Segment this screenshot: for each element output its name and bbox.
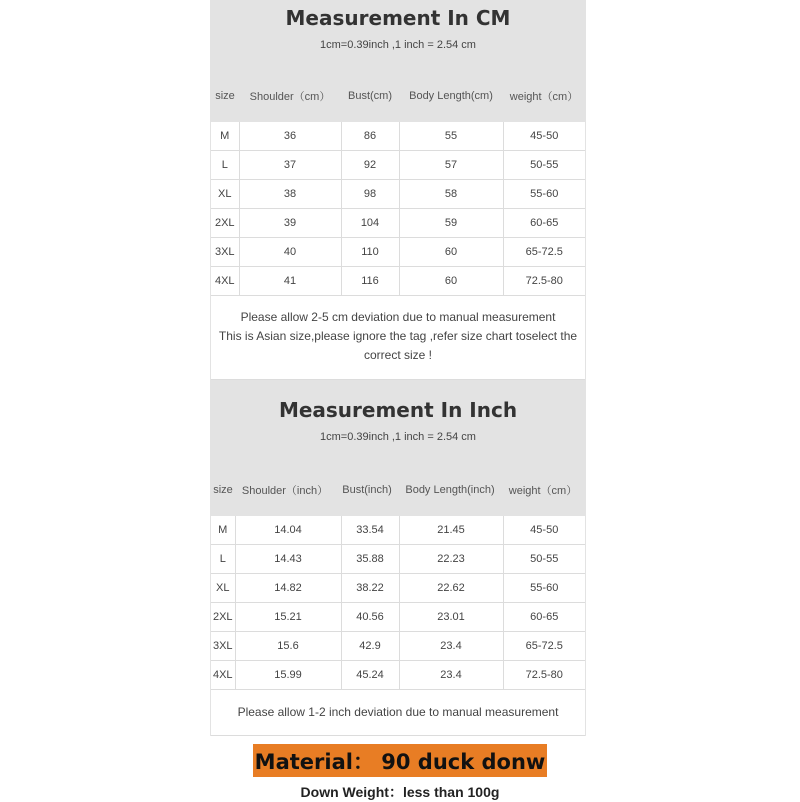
column-header: Shoulder（cm） [249,91,331,103]
table-row [211,516,585,545]
table-cell: 50-55 [503,151,585,180]
table-cell: 33.54 [341,516,399,545]
table-cell: 3XL [211,632,235,661]
table-cell: 22.62 [399,574,503,603]
table-cell: 50-55 [503,545,585,574]
note-line: correct size ! [363,348,432,362]
table-cell: 86 [341,122,399,151]
table-row [211,661,585,690]
table-cell: 72.5-80 [503,661,585,690]
table-cell: 40.56 [341,603,399,632]
table-cell: M [211,516,235,545]
inch-conversion-note: 1cm=0.39inch ,1 inch = 2.54 cm [320,431,476,443]
table-cell: 14.43 [235,545,341,574]
table-cell: 65-72.5 [503,632,585,661]
table-row [211,238,585,267]
inch-deviation-note [211,690,585,736]
table-cell: XL [211,180,239,209]
table-cell: 23.01 [399,603,503,632]
table-cell: L [211,545,235,574]
table-cell: 58 [399,180,503,209]
table-cell: 38.22 [341,574,399,603]
table-cell: 116 [341,267,399,296]
table-cell: 110 [341,238,399,267]
table-cell: 92 [341,151,399,180]
table-row [211,545,585,574]
table-cell: L [211,151,239,180]
table-cell: 22.23 [399,545,503,574]
table-cell: 55-60 [503,180,585,209]
table-row [211,180,585,209]
table-row [211,151,585,180]
table-cell: XL [211,574,235,603]
table-cell: 60 [399,267,503,296]
table-cell: 60-65 [503,603,585,632]
column-header: Shoulder（inch） [241,485,329,497]
table-row [211,603,585,632]
table-row [211,209,585,238]
table-cell: 21.45 [399,516,503,545]
table-cell: 65-72.5 [503,238,585,267]
material-banner [0,744,800,777]
table-cell: 55-60 [503,574,585,603]
table-row [211,267,585,296]
table-row [211,122,585,151]
table-cell: 45.24 [341,661,399,690]
table-cell: 72.5-80 [503,267,585,296]
cm-title: Measurement In CM [285,6,511,30]
inch-title: Measurement In Inch [278,398,518,422]
inch-column-headers [211,482,585,498]
size-chart [210,0,586,736]
table-cell: 39 [239,209,341,238]
table-cell: 14.04 [235,516,341,545]
table-cell: 40 [239,238,341,267]
table-cell: 23.4 [399,661,503,690]
table-cell: 41 [239,267,341,296]
table-cell: 45-50 [503,122,585,151]
note-line: This is Asian size,please ignore the tag ,refer size chart toselect the [218,329,578,343]
table-cell: 35.88 [341,545,399,574]
material-label: Material： 90 duck donw [253,744,548,777]
table-cell: 59 [399,209,503,238]
table-cell: 45-50 [503,516,585,545]
note-line: Please allow 1-2 inch deviation due to manual measurement [237,705,559,719]
table-cell: 36 [239,122,341,151]
table-cell: 15.99 [235,661,341,690]
note-line: Please allow 2-5 cm deviation due to manual measurement [240,310,556,324]
table-cell: 4XL [211,661,235,690]
column-header: Bust(inch) [342,484,392,496]
table-row [211,574,585,603]
table-cell: 15.21 [235,603,341,632]
inch-table [211,516,585,690]
down-weight-label: Down Weight：less than 100g [300,784,500,800]
column-header: Body Length(cm) [409,90,493,102]
cm-table [211,122,585,296]
table-cell: 15.6 [235,632,341,661]
table-cell: M [211,122,239,151]
table-cell: 57 [399,151,503,180]
table-row [211,632,585,661]
table-cell: 98 [341,180,399,209]
cm-conversion-note: 1cm=0.39inch ,1 inch = 2.54 cm [320,39,476,51]
table-cell: 14.82 [235,574,341,603]
table-cell: 23.4 [399,632,503,661]
cm-column-headers [211,88,585,104]
cm-header [211,0,585,122]
column-header: Body Length(inch) [405,484,495,496]
table-cell: 104 [341,209,399,238]
column-header: weight（cm） [508,485,578,497]
table-cell: 37 [239,151,341,180]
table-cell: 55 [399,122,503,151]
table-cell: 38 [239,180,341,209]
cm-deviation-note [211,296,585,380]
table-cell: 60 [399,238,503,267]
column-header: weight（cm） [509,91,579,103]
table-cell: 42.9 [341,632,399,661]
column-header: Bust(cm) [348,90,392,102]
table-cell: 2XL [211,209,239,238]
column-header: size [213,484,233,496]
table-cell: 3XL [211,238,239,267]
table-cell: 2XL [211,603,235,632]
table-cell: 4XL [211,267,239,296]
column-header: size [215,90,235,102]
inch-header [211,380,585,516]
table-cell: 60-65 [503,209,585,238]
